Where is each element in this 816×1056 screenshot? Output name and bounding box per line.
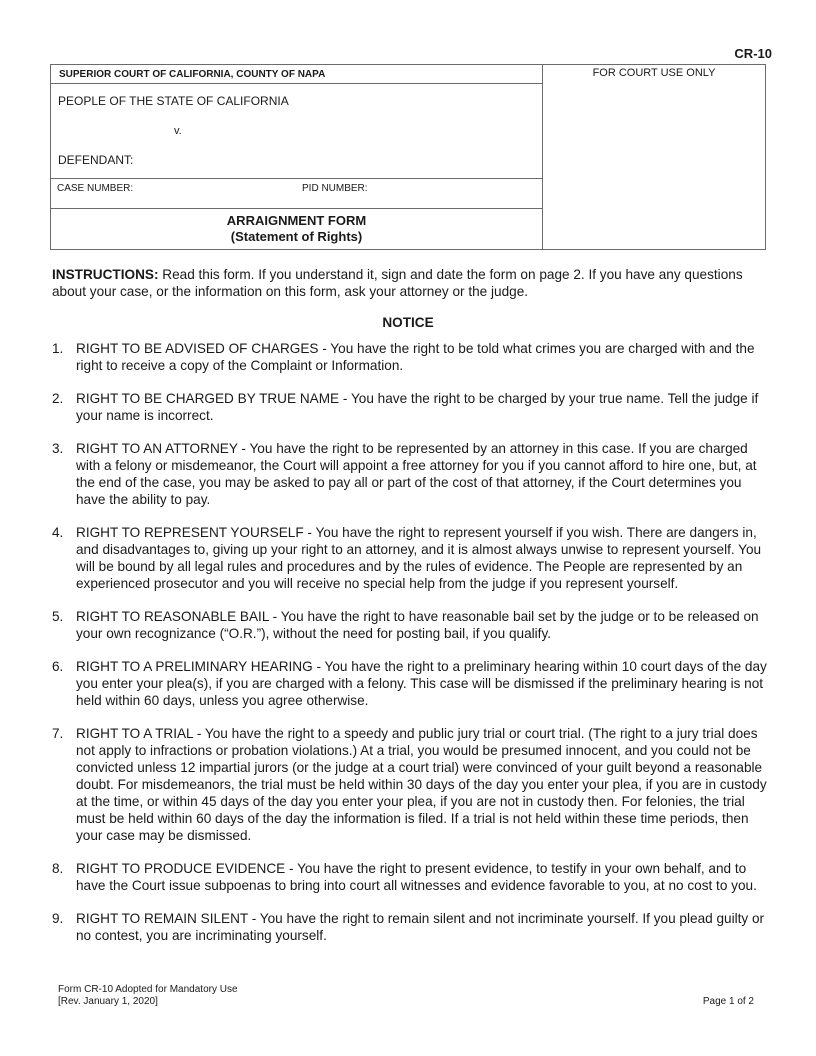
form-title: ARRAIGNMENT FORM <box>226 213 367 228</box>
court-name: SUPERIOR COURT OF CALIFORNIA, COUNTY OF NAPA <box>51 65 542 84</box>
court-use-column <box>543 65 765 249</box>
right-number: 5. <box>52 609 64 624</box>
right-text: RIGHT TO REASONABLE BAIL - You have the right to have reasonable bail set by the judge or to be released on your own recognizance (“O.R.”), without the need for posting bail, if you qualify. <box>76 609 759 641</box>
instructions-text: Read this form. If you understand it, sign and date the form on page 2. If you have any questions about your case, or the information on this form, ask your attorney or the judge. <box>52 267 743 299</box>
numbers-row <box>51 179 542 209</box>
right-item <box>52 658 768 709</box>
defendant-field[interactable]: DEFENDANT: <box>58 153 134 167</box>
parties-section <box>51 84 542 179</box>
right-number: 2. <box>52 391 64 406</box>
right-text: RIGHT TO AN ATTORNEY - You have the right to be represented by an attorney in this case. If you are charged with a felony or misdemeanor, the Court will appoint a free attorney for you if you cannot afford to hire one, but, at the end of the case, you may be asked to pay all or part of the cost of that attorney, if the Court determines you have the ability to pay. <box>76 441 757 507</box>
right-item <box>52 524 768 592</box>
right-number: 4. <box>52 525 64 540</box>
right-text: RIGHT TO REPRESENT YOURSELF - You have the right to represent yourself if you wish. There are dangers in, and disadvantages to, giving up your right to an attorney, and it is almost always unwise to represent yourself. You will be bound by all legal rules and procedures and by the rules of evidence. The People are represented by an experienced prosecutor and you will receive no special help from the judge if you represent yourself. <box>76 525 762 591</box>
right-number: 9. <box>52 911 64 926</box>
footer-revision: [Rev. January 1, 2020] <box>58 996 158 1007</box>
right-text: RIGHT TO PRODUCE EVIDENCE - You have the right to present evidence, to testify in your own behalf, and to have the Court issue subpoenas to bring into court all witnesses and evidence favorable to you, at no cost to you. <box>76 861 757 893</box>
right-number: 1. <box>52 341 64 356</box>
right-number: 3. <box>52 441 64 456</box>
right-item <box>52 910 768 944</box>
versus-label: v. <box>174 125 182 137</box>
form-subtitle: (Statement of Rights) <box>230 229 363 244</box>
case-number-field[interactable]: CASE NUMBER: <box>57 183 134 194</box>
right-text: RIGHT TO BE ADVISED OF CHARGES - You have the right to be told what crimes you are charged with and the right to receive a copy of the Complaint or Information. <box>76 341 755 373</box>
right-item <box>52 608 768 642</box>
right-number: 6. <box>52 659 64 674</box>
right-text: RIGHT TO A TRIAL - You have the right to a speedy and public jury trial or court trial. (The right to a jury trial does not apply to infractions or probation violations.) At a trial, you would be presumed innocent, and you could not be convicted unless 12 impartial jurors (or the judge at a court trial) were convinced of your guilt beyond a reasonable doubt. For misdemeanors, the trial must be held within 30 days of the day you enter your plea, if you are in custody at the time, or within 45 days of the day you enter your plea, if you are not in custody then. For felonies, the trial must be held within 60 days of the day the information is filed. If a trial is not held within these time periods, then your case may be dismissed. <box>76 726 767 843</box>
right-item <box>52 440 768 508</box>
rights-list <box>52 340 768 960</box>
right-text: RIGHT TO REMAIN SILENT - You have the right to remain silent and not incriminate yourself. If you plead guilty or no contest, you are incriminating yourself. <box>76 911 765 943</box>
court-use-label: FOR COURT USE ONLY <box>592 67 716 79</box>
right-text: RIGHT TO A PRELIMINARY HEARING - You have the right to a preliminary hearing within 10 court days of the day you enter your plea(s), if you are charged with a felony. This case will be dismissed if the preliminary hearing is not held within 60 days, unless you agree otherwise. <box>76 659 767 708</box>
right-item <box>52 340 768 374</box>
form-id: CR-10 <box>734 46 772 61</box>
right-number: 7. <box>52 726 64 741</box>
right-number: 8. <box>52 861 64 876</box>
notice-title: NOTICE <box>382 315 434 330</box>
instructions <box>52 266 768 300</box>
page-number: Page 1 of 2 <box>702 996 754 1007</box>
form-title-block <box>51 209 542 251</box>
pid-number-field[interactable]: PID NUMBER: <box>302 183 368 194</box>
caption-left-column <box>51 65 543 249</box>
footer-adopted: Form CR-10 Adopted for Mandatory Use <box>58 984 238 995</box>
right-text: RIGHT TO BE CHARGED BY TRUE NAME - You have the right to be charged by your true name. Tell the judge if your name is incorrect. <box>76 391 759 423</box>
right-item <box>52 390 768 424</box>
plaintiff-name: PEOPLE OF THE STATE OF CALIFORNIA <box>58 94 289 108</box>
caption-box <box>50 64 766 250</box>
right-item <box>52 725 768 844</box>
footer-form-info <box>58 984 238 1008</box>
instructions-label: INSTRUCTIONS: <box>52 267 159 282</box>
right-item <box>52 860 768 894</box>
